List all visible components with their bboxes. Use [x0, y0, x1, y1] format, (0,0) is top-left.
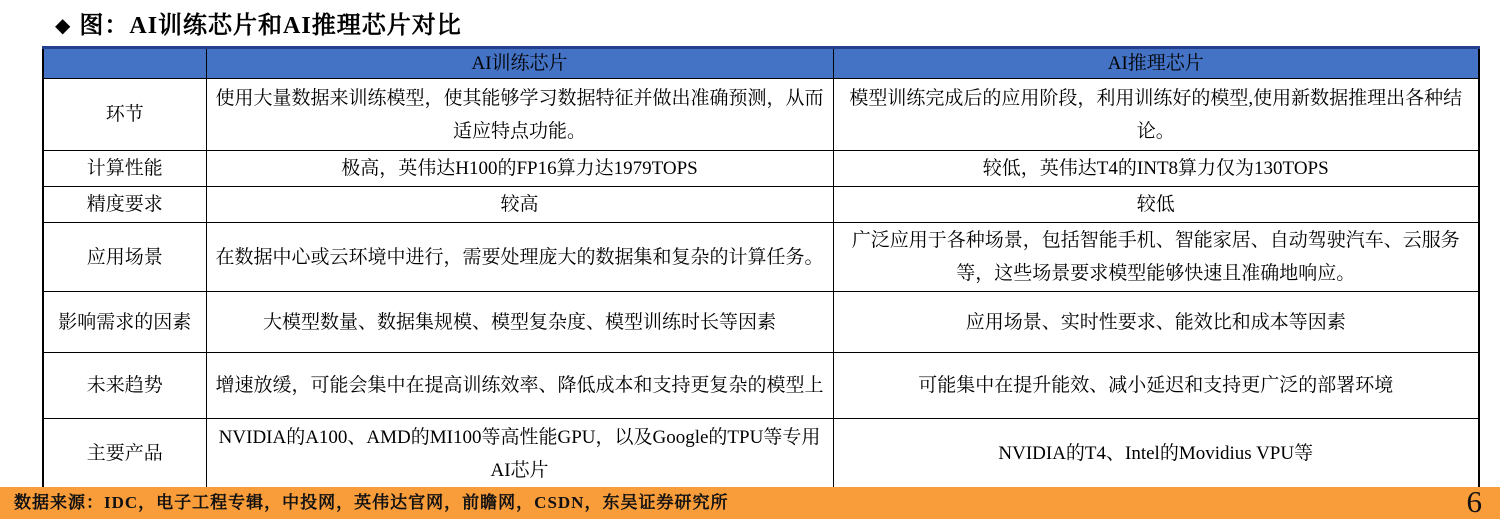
- train-cell: 增速放缓，可能会集中在提高训练效率、降低成本和支持更复杂的模型上: [206, 353, 833, 419]
- train-chip-header: AI训练芯片: [206, 48, 833, 79]
- page-title: [55, 5, 462, 40]
- train-cell: 大模型数量、数据集规模、模型复杂度、模型训练时长等因素: [206, 292, 833, 353]
- row-label-cell: 主要产品: [43, 419, 206, 490]
- comparison-table: [42, 46, 1480, 490]
- table-header-row: [43, 48, 1479, 79]
- row-label-cell: 精度要求: [43, 187, 206, 223]
- page-title-text: 图：AI训练芯片和AI推理芯片对比: [79, 13, 462, 39]
- page-number: 6: [1466, 484, 1482, 519]
- infer-chip-header: AI推理芯片: [833, 48, 1479, 79]
- infer-cell: 较低: [833, 187, 1479, 223]
- train-cell: 较高: [206, 187, 833, 223]
- infer-cell: NVIDIA的T4、Intel的Movidius VPU等: [833, 419, 1479, 490]
- row-label-cell: 影响需求的因素: [43, 292, 206, 353]
- row-label-cell: 未来趋势: [43, 353, 206, 419]
- table-row: [43, 292, 1479, 353]
- infer-cell: 模型训练完成后的应用阶段，利用训练好的模型,使用新数据推理出各种结论。: [833, 79, 1479, 151]
- footer-bar: [0, 484, 1500, 519]
- train-cell: 使用大量数据来训练模型，使其能够学习数据特征并做出准确预测，从而适应特点功能。: [206, 79, 833, 151]
- diamond-icon: ◆: [55, 15, 72, 37]
- row-label-cell: 计算性能: [43, 151, 206, 187]
- data-source-note: 数据来源：IDC，电子工程专辑，中投网，英伟达官网，前瞻网，CSDN，东吴证券研究所: [14, 493, 729, 512]
- table-row: [43, 419, 1479, 490]
- infer-cell: 可能集中在提升能效、减小延迟和支持更广泛的部署环境: [833, 353, 1479, 419]
- row-label-cell: 应用场景: [43, 223, 206, 292]
- corner-cell: [43, 48, 206, 79]
- train-cell: NVIDIA的A100、AMD的MI100等高性能GPU，以及Google的TPU等专用AI芯片: [206, 419, 833, 490]
- table-row: [43, 187, 1479, 223]
- table-row: [43, 353, 1479, 419]
- infer-cell: 较低，英伟达T4的INT8算力仅为130TOPS: [833, 151, 1479, 187]
- table-row: [43, 79, 1479, 151]
- train-cell: 在数据中心或云环境中进行，需要处理庞大的数据集和复杂的计算任务。: [206, 223, 833, 292]
- train-cell: 极高，英伟达H100的FP16算力达1979TOPS: [206, 151, 833, 187]
- table-row: [43, 223, 1479, 292]
- infer-cell: 应用场景、实时性要求、能效比和成本等因素: [833, 292, 1479, 353]
- infer-cell: 广泛应用于各种场景，包括智能手机、智能家居、自动驾驶汽车、云服务等，这些场景要求模型能够快速且准确地响应。: [833, 223, 1479, 292]
- table-row: [43, 151, 1479, 187]
- row-label-cell: 环节: [43, 79, 206, 151]
